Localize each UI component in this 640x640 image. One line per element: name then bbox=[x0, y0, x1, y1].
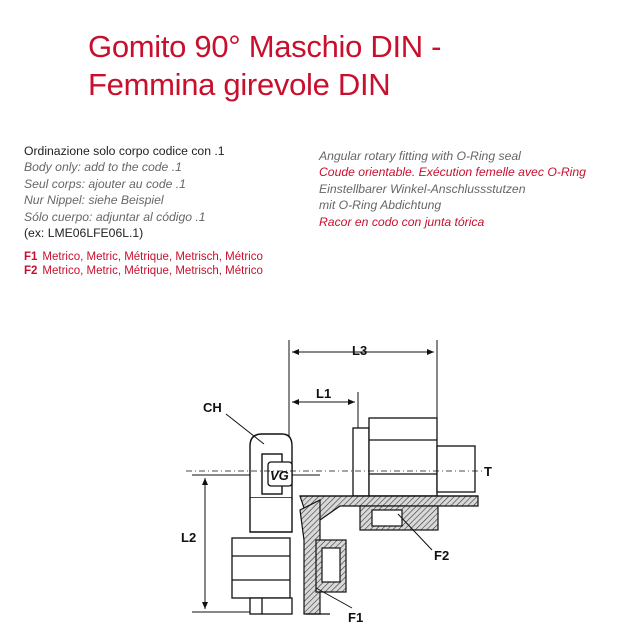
section-horizontal bbox=[300, 496, 478, 530]
label-l1: L1 bbox=[316, 386, 332, 401]
label-t: T bbox=[484, 464, 492, 479]
ordering-line-es: Sólo cuerpo: adjuntar al código .1 bbox=[24, 209, 206, 224]
label-l3: L3 bbox=[352, 343, 368, 358]
title-line-2: Femmina girevole DIN bbox=[88, 67, 391, 102]
ordering-line-de: Nur Nippel: siehe Beispiel bbox=[24, 193, 164, 208]
lower-nut bbox=[232, 538, 292, 614]
thread-key-f2: F2 bbox=[24, 265, 38, 278]
ordering-line-en: Body only: add to the code .1 bbox=[24, 160, 182, 175]
svg-text:VG: VG bbox=[270, 468, 289, 483]
label-l2: L2 bbox=[181, 530, 197, 545]
title-line-1: Gomito 90° Maschio DIN - bbox=[88, 29, 442, 64]
label-f2: F2 bbox=[434, 548, 450, 563]
thread-text-f2: Metrico, Metric, Métrique, Metrisch, Métrico bbox=[42, 265, 263, 278]
description-fr: Coude orientable. Exécution femelle avec O-Ring bbox=[319, 165, 586, 180]
vg-logo-icon bbox=[268, 462, 292, 486]
swivel-nut bbox=[353, 418, 475, 496]
thread-key-f1: F1 bbox=[24, 251, 38, 264]
label-ch: CH bbox=[203, 400, 222, 415]
label-f1: F1 bbox=[348, 610, 364, 625]
description-de-2: mit O-Ring Abdichtung bbox=[319, 198, 442, 213]
description-en: Angular rotary fitting with O-Ring seal bbox=[319, 149, 521, 163]
ordering-example: (ex: LME06LFE06L.1) bbox=[24, 226, 144, 241]
thread-text-f1: Metrico, Metric, Métrique, Metrisch, Métrico bbox=[42, 251, 263, 264]
ordering-line-fr: Seul corps: ajouter au code .1 bbox=[24, 176, 186, 191]
ordering-line-it: Ordinazione solo corpo codice con .1 bbox=[24, 144, 225, 158]
description-de-1: Einstellbarer Winkel-Anschlussstutzen bbox=[319, 181, 526, 196]
leader-ch bbox=[226, 414, 264, 444]
description-es: Racor en codo con junta tórica bbox=[319, 214, 485, 229]
